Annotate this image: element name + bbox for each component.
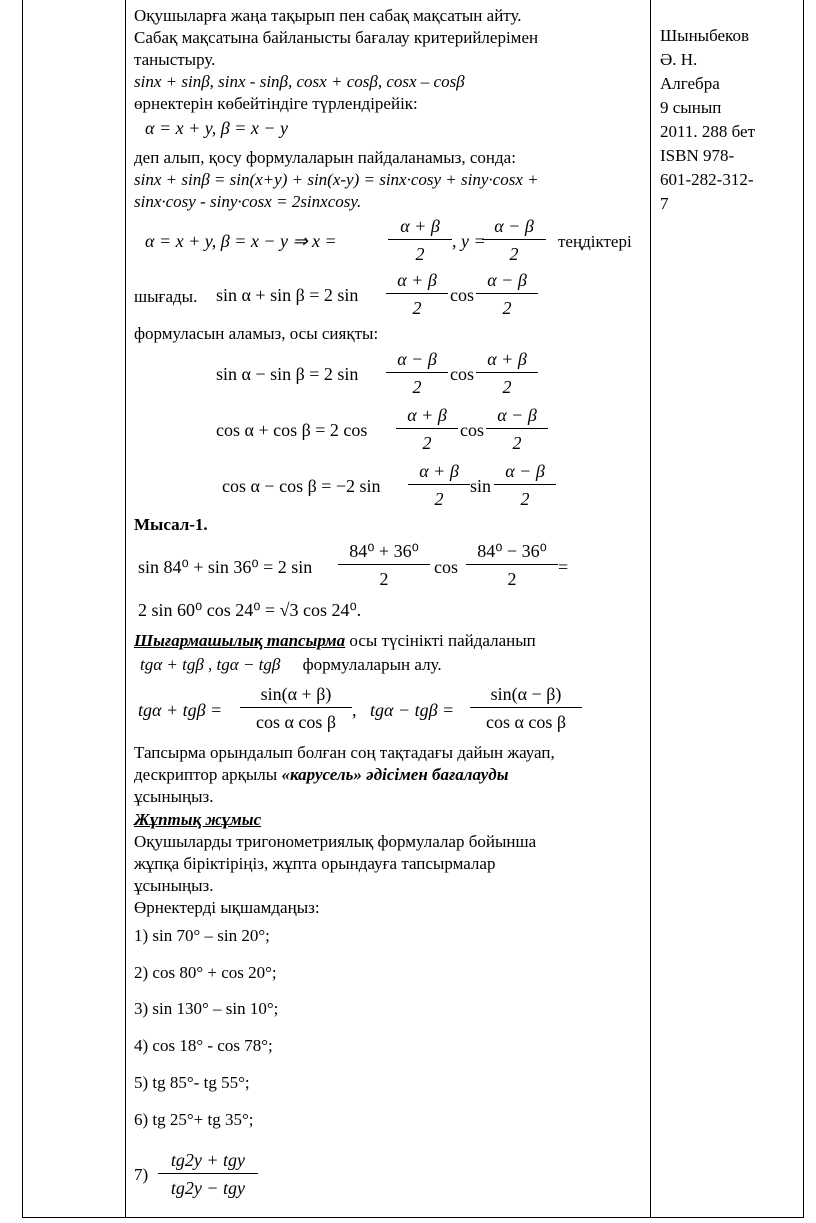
tg-diff-frac xyxy=(470,684,582,733)
intro-line-2: Сабақ мақсатына байланысты бағалау критерийлерімен xyxy=(134,28,539,47)
task-method: «карусель» әдісімен бағалауды xyxy=(281,765,509,784)
sum-formula-frac-1-num: α + β xyxy=(386,270,448,294)
intro-line-7: деп алып, қосу формулаларын пайдаланамыз, сонда: xyxy=(134,148,516,167)
resource-isbn-1: ISBN 978- xyxy=(660,146,735,165)
example-frac-1-den: 2 xyxy=(379,569,389,589)
example-heading: Мысал-1. xyxy=(134,515,208,534)
resource-initials: Ә. Н. xyxy=(660,50,698,69)
pair-line-2: жұпқа біріктіріңіз, жұпта орындауға тапсырмалар xyxy=(134,854,496,873)
tg-sum-frac-num: sin(α + β) xyxy=(240,684,352,708)
formula-1-frac-1-den: 2 xyxy=(412,377,422,397)
tg-diff-frac-den: cos α cos β xyxy=(485,712,567,732)
creative-line xyxy=(134,630,536,652)
intro-line-3: таныстыру. xyxy=(134,50,216,69)
formula-1-frac-1-num: α − β xyxy=(386,349,448,373)
derive-left: α = x + y, β = x − y ⇒ x = xyxy=(145,231,337,251)
formula-1-frac-2 xyxy=(476,349,538,398)
exercise-1: 1) sin 70° – sin 20°; xyxy=(134,926,270,945)
table-border-col2 xyxy=(650,0,651,1218)
sum-formula-left: sin α + sin β = 2 sin xyxy=(216,285,359,305)
task-line-1: Тапсырма орындалып болған соң тақтадағы дайын жауап, xyxy=(134,743,555,762)
task-block xyxy=(134,742,555,808)
tg-sum-frac xyxy=(240,684,352,733)
example-frac-1 xyxy=(338,541,430,590)
pair-block xyxy=(134,809,536,919)
formula-2-mid: cos xyxy=(460,420,484,440)
creative-formula-line xyxy=(140,654,442,676)
exercise-6: 6) tg 25°+ tg 35°; xyxy=(134,1110,254,1129)
sum-formula-frac-1-den: 2 xyxy=(412,298,422,318)
derive-mid: , y = xyxy=(452,231,486,251)
tg-diff-left: tgα − tgβ = xyxy=(370,700,455,720)
resource-author: Шыныбеков xyxy=(660,26,749,45)
derive-fraction-x xyxy=(388,216,452,265)
resource-isbn-3: 7 xyxy=(660,194,669,213)
formula-1-frac-1 xyxy=(386,349,448,398)
task-line-2-a: дескриптор арқылы xyxy=(134,765,282,784)
pair-line-1: Оқушыларды тригонометриялық формулалар бойынша xyxy=(134,832,537,851)
formula-1-frac-2-den: 2 xyxy=(502,377,512,397)
resource-year: 2011. 288 бет xyxy=(660,122,756,141)
example-frac-2-den: 2 xyxy=(507,569,517,589)
formula-3-frac-2-num: α − β xyxy=(494,461,556,485)
resource-isbn-2: 601-282-312- xyxy=(660,170,754,189)
formula-2-left: cos α + cos β = 2 cos xyxy=(216,420,368,440)
exercise-7-fraction xyxy=(158,1150,258,1199)
pair-line-3: ұсыныңыз. xyxy=(134,876,214,895)
exercise-7-den: tg2y − tgy xyxy=(170,1178,246,1198)
intro-expression: sinx + sinβ, sinx - sinβ, cosx + cosβ, cosx – cosβ xyxy=(134,72,465,91)
equation-line-1: sinx + sinβ = sin(x+y) + sin(x-y) = sinx·cosy + siny·cosx + xyxy=(134,170,539,189)
creative-formulas-rest: формулаларын алу. xyxy=(302,655,442,674)
sum-formula-frac-2-den: 2 xyxy=(502,298,512,318)
example-left: sin 84⁰ + sin 36⁰ = 2 sin xyxy=(138,557,313,577)
formula-3-frac-2-den: 2 xyxy=(520,489,530,509)
example-equals: = xyxy=(558,557,569,577)
pair-line-4: Өрнектерді ықшамдаңыз: xyxy=(134,898,320,917)
derive-fraction-x-den: 2 xyxy=(415,244,425,264)
formula-3-mid: sin xyxy=(470,476,492,496)
example-mid: cos xyxy=(434,557,458,577)
sum-formula-frac-2-num: α − β xyxy=(476,270,538,294)
resource-grade: 9 сынып xyxy=(660,98,722,117)
formula-2-frac-2 xyxy=(486,405,548,454)
intro-block-2 xyxy=(134,147,539,213)
table-border-right xyxy=(803,0,804,1218)
resource-subject: Алгебра xyxy=(660,74,720,93)
formula-1-mid: cos xyxy=(450,364,474,384)
equation-line-2: sinx·cosy - siny·cosx = 2sinxcosy. xyxy=(134,192,362,211)
exercise-3: 3) sin 130° – sin 10°; xyxy=(134,999,279,1018)
exercise-7-num: tg2y + tgy xyxy=(158,1150,258,1174)
exercise-4: 4) cos 18° - cos 78°; xyxy=(134,1036,273,1055)
table-border-col1 xyxy=(125,0,126,1218)
formula-3-frac-1-den: 2 xyxy=(434,489,444,509)
formula-1-frac-2-num: α + β xyxy=(476,349,538,373)
tg-sum-left: tgα + tgβ = xyxy=(138,700,223,720)
example-frac-1-num: 84⁰ + 36⁰ xyxy=(338,541,430,565)
derive-tail: теңдіктері xyxy=(558,232,632,251)
formula-3-frac-1 xyxy=(408,461,470,510)
derive-fraction-y-num: α − β xyxy=(482,216,546,240)
derive-fraction-x-num: α + β xyxy=(388,216,452,240)
formula-3-frac-2 xyxy=(494,461,556,510)
example-line-2: 2 sin 60⁰ cos 24⁰ = √3 cos 24⁰. xyxy=(138,600,362,620)
example-frac-2-num: 84⁰ − 36⁰ xyxy=(466,541,558,565)
tg-diff-frac-num: sin(α − β) xyxy=(470,684,582,708)
formula-2-frac-2-num: α − β xyxy=(486,405,548,429)
sum-formula-frac-2 xyxy=(476,270,538,319)
example-frac-2 xyxy=(466,541,558,590)
formula-1-left: sin α − sin β = 2 sin xyxy=(216,364,359,384)
intro-block xyxy=(134,5,538,115)
exercise-7-label: 7) xyxy=(134,1165,149,1184)
formula-2-frac-2-den: 2 xyxy=(512,433,522,453)
substitution-formula: α = x + y, β = x − y xyxy=(145,118,288,138)
resource-column xyxy=(660,24,770,216)
formula-3-left: cos α − cos β = −2 sin xyxy=(222,476,381,496)
exercise-2: 2) cos 80° + cos 20°; xyxy=(134,963,277,982)
formula-2-frac-1-den: 2 xyxy=(422,433,432,453)
sum-formula-frac-1 xyxy=(386,270,448,319)
table-border-left xyxy=(22,0,23,1218)
derive-formulasyn: формуласын аламыз, осы сияқты: xyxy=(134,324,379,343)
tg-separator: , xyxy=(352,700,357,720)
table-border-bottom xyxy=(22,1217,804,1218)
creative-label: Шығармашылық тапсырма xyxy=(134,631,346,650)
formula-2-frac-1 xyxy=(396,405,458,454)
formula-3-frac-1-num: α + β xyxy=(408,461,470,485)
exercise-5: 5) tg 85°- tg 55°; xyxy=(134,1073,250,1092)
intro-line-1: Оқушыларға жаңа тақырып пен сабақ мақсатын айту. xyxy=(134,6,522,25)
formula-2-frac-1-num: α + β xyxy=(396,405,458,429)
pair-heading: Жұптық жұмыс xyxy=(134,810,262,829)
task-line-3: ұсыныңыз. xyxy=(134,787,214,806)
derive-fraction-y-den: 2 xyxy=(509,244,519,264)
derive-shygady: шығады. xyxy=(134,287,198,306)
derive-fraction-y xyxy=(482,216,546,265)
task-line-2 xyxy=(134,764,555,786)
intro-line-5: өрнектерін көбейтіндіге түрлендірейік: xyxy=(134,94,418,113)
creative-formulas: tgα + tgβ , tgα − tgβ xyxy=(140,655,281,674)
sum-formula-mid: cos xyxy=(450,285,474,305)
tg-sum-frac-den: cos α cos β xyxy=(255,712,337,732)
creative-rest: осы түсінікті пайдаланып xyxy=(345,631,536,650)
